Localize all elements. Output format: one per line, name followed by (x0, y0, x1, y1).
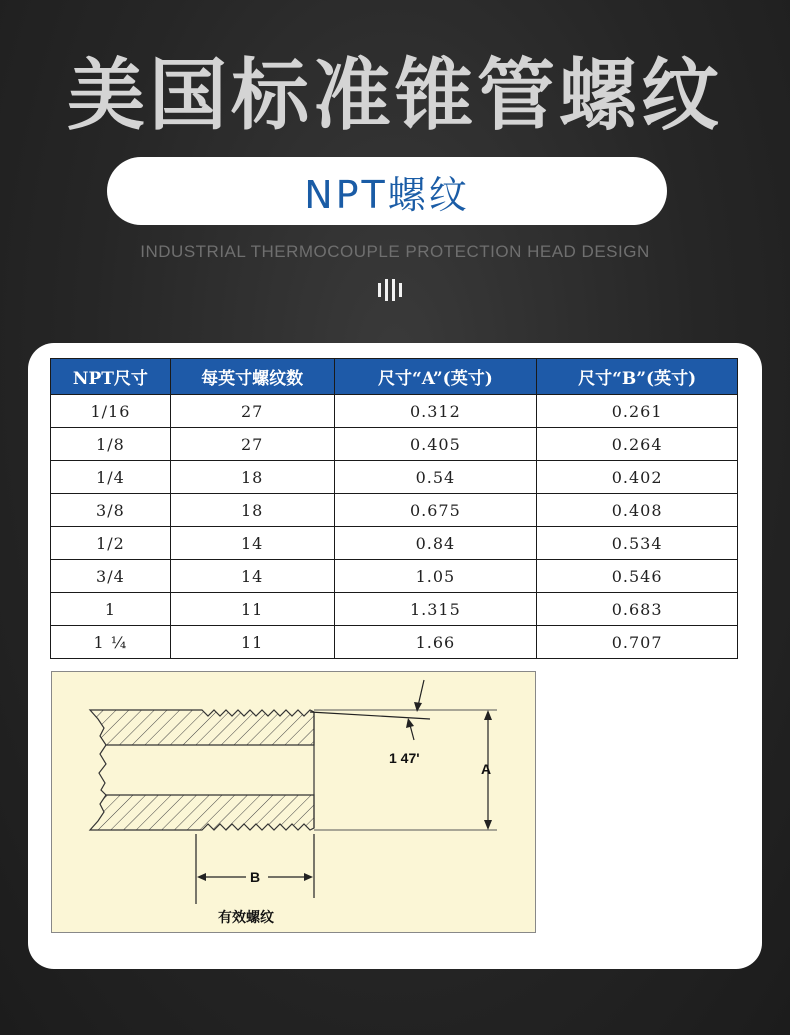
cell-npt-size: 1 ¼ (51, 626, 171, 659)
cell-npt-size: 1/16 (51, 395, 171, 428)
cell-npt-size: 1/2 (51, 527, 171, 560)
cell-npt-size: 1/8 (51, 428, 171, 461)
cell-dimension-b: 0.683 (537, 593, 738, 626)
header-npt-size: NPT尺寸 (51, 359, 171, 395)
table-row (51, 494, 738, 527)
cell-dimension-a: 0.675 (334, 494, 537, 527)
table-row (51, 593, 738, 626)
cell-dimension-a: 0.84 (334, 527, 537, 560)
cell-npt-size: 1/4 (51, 461, 171, 494)
taper-angle-label: 1 47' (389, 750, 420, 766)
upper-wall (90, 710, 314, 745)
header-dimension-a: 尺寸“A”(英寸) (334, 359, 537, 395)
header-dimension-b: 尺寸“B”(英寸) (537, 359, 738, 395)
table-row (51, 527, 738, 560)
cell-dimension-b: 0.402 (537, 461, 738, 494)
cell-dimension-b: 0.264 (537, 428, 738, 461)
npt-size-table (50, 358, 738, 659)
cell-dimension-a: 0.54 (334, 461, 537, 494)
thread-section-drawing (52, 672, 537, 934)
table-row (51, 461, 738, 494)
cell-threads-per-inch: 11 (170, 593, 334, 626)
cell-dimension-a: 1.315 (334, 593, 537, 626)
npt-badge-label: NPT螺纹 (304, 172, 470, 217)
cell-dimension-b: 0.534 (537, 527, 738, 560)
cell-npt-size: 3/4 (51, 560, 171, 593)
cell-threads-per-inch: 14 (170, 527, 334, 560)
table-row (51, 395, 738, 428)
cell-dimension-a: 1.05 (334, 560, 537, 593)
cell-dimension-b: 0.707 (537, 626, 738, 659)
effective-thread-caption: 有效螺纹 (218, 909, 274, 925)
cell-dimension-b: 0.546 (537, 560, 738, 593)
cell-threads-per-inch: 11 (170, 626, 334, 659)
cell-dimension-a: 0.312 (334, 395, 537, 428)
cell-threads-per-inch: 18 (170, 494, 334, 527)
lower-wall (90, 795, 314, 830)
dimension-b-label: B (250, 869, 261, 885)
header-threads-per-inch: 每英寸螺纹数 (170, 359, 334, 395)
cell-dimension-b: 0.261 (537, 395, 738, 428)
subtitle: INDUSTRIAL THERMOCOUPLE PROTECTION HEAD DESIGN (140, 242, 650, 261)
dimension-a-label: A (481, 761, 492, 777)
table-header-row (51, 359, 738, 395)
table-row (51, 560, 738, 593)
cell-npt-size: 1 (51, 593, 171, 626)
divider-bars-icon (376, 279, 404, 301)
cell-threads-per-inch: 27 (170, 395, 334, 428)
cell-threads-per-inch: 27 (170, 428, 334, 461)
cell-dimension-a: 0.405 (334, 428, 537, 461)
table-row (51, 428, 738, 461)
thread-diagram (51, 671, 536, 933)
table-row (51, 626, 738, 659)
cell-threads-per-inch: 14 (170, 560, 334, 593)
cell-npt-size: 3/8 (51, 494, 171, 527)
npt-badge (107, 157, 667, 225)
page-title: 美国标准锥管螺纹 (66, 51, 723, 141)
cell-threads-per-inch: 18 (170, 461, 334, 494)
cell-dimension-b: 0.408 (537, 494, 738, 527)
content-card (28, 343, 762, 969)
cell-dimension-a: 1.66 (334, 626, 537, 659)
